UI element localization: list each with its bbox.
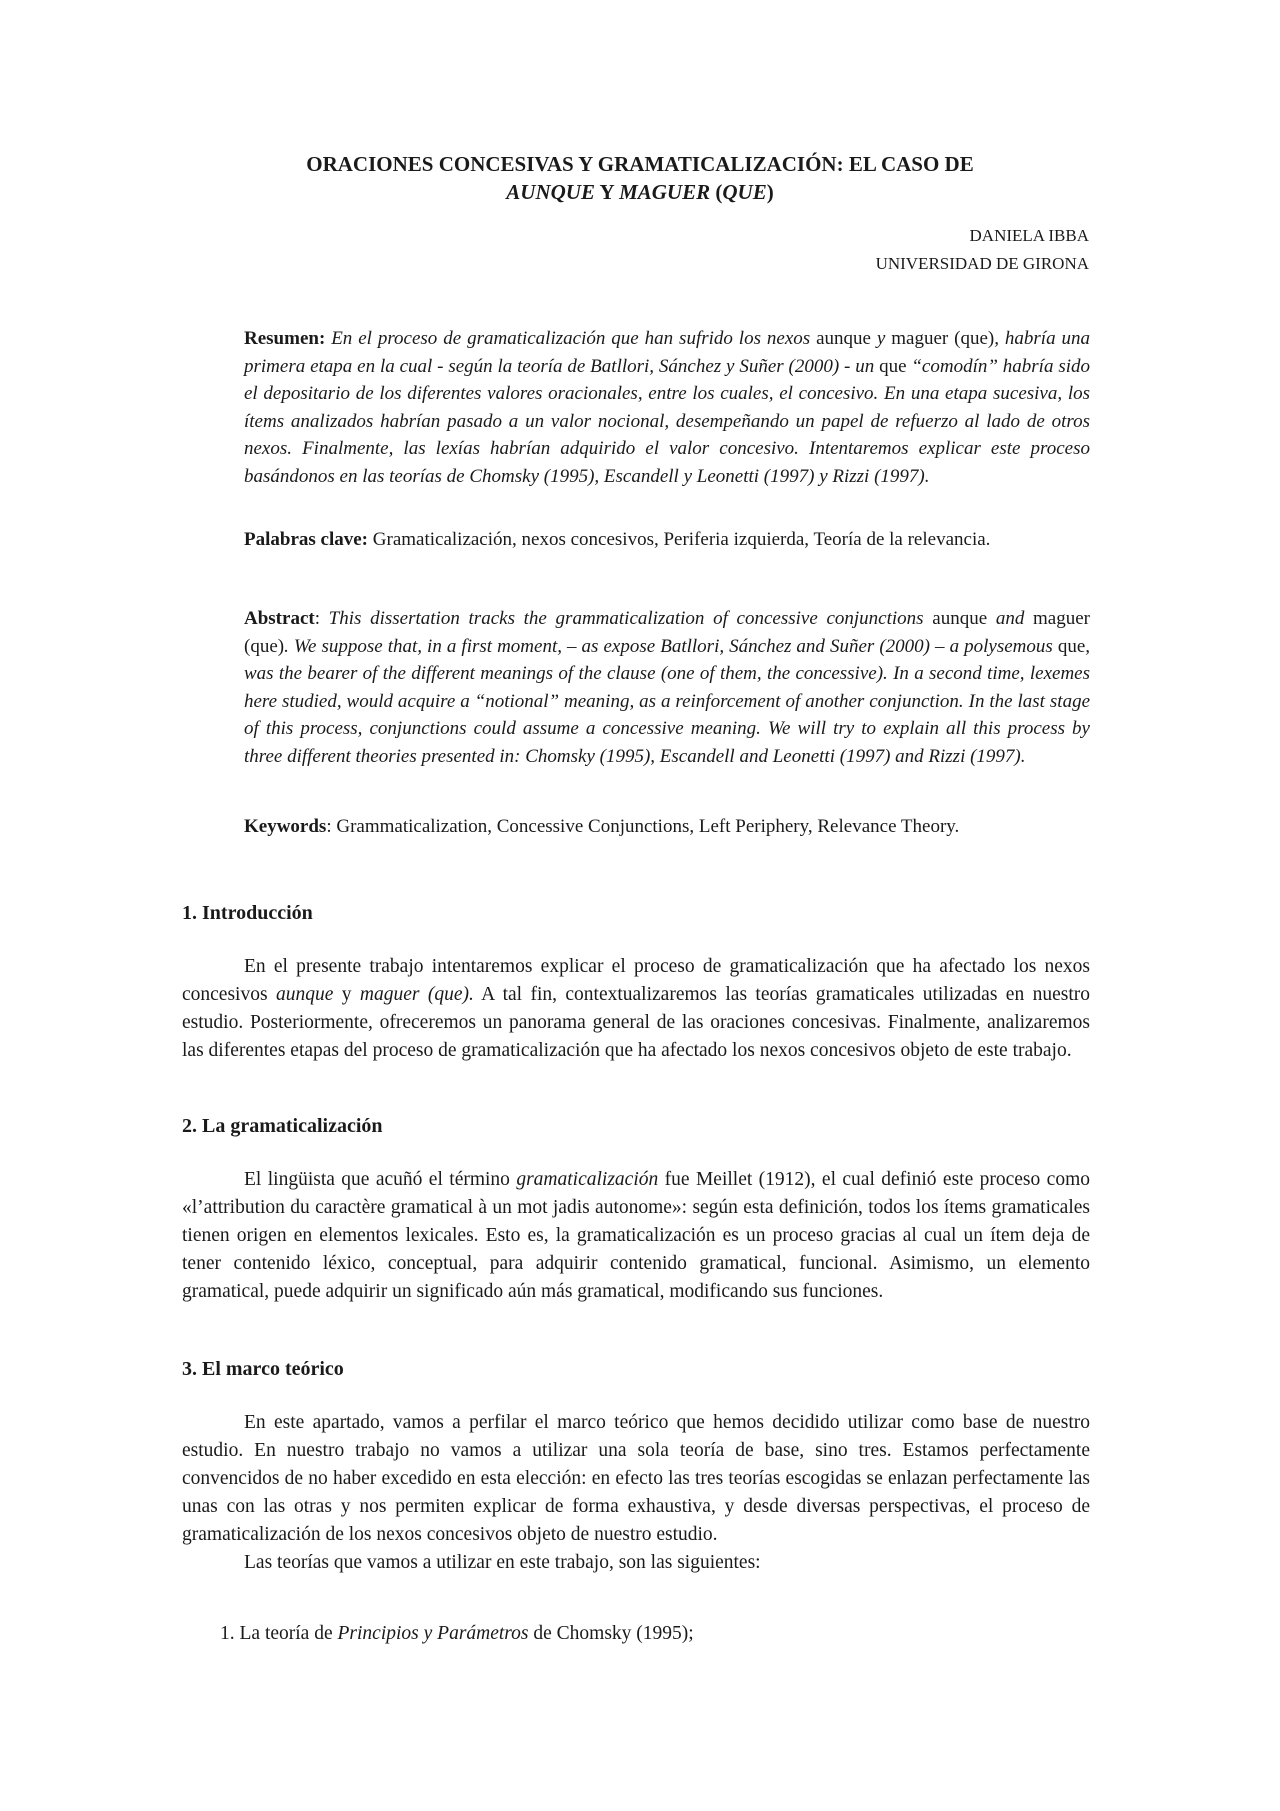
s1-text-a: En el presente trabajo intentaremos explicar el proceso de gramaticalización que ha afectado los nexos concesivos <box>182 956 1090 1005</box>
section-1-body <box>182 953 1090 1065</box>
section-2-body <box>182 1166 1090 1306</box>
abstract-word-aunque: aunque <box>932 608 988 629</box>
abstract-text-1: This dissertation tracks the grammaticalization of concessive conjunctions <box>319 608 933 629</box>
palabras-clave-paragraph <box>244 526 1090 554</box>
keywords-label: Keywords <box>244 816 327 837</box>
title-que: QUE <box>722 180 767 204</box>
keywords-paragraph <box>244 813 1090 841</box>
s2-text-b: fue Meillet (1912), el cual definió este proceso como «l’attribution du caractère gramatical à un mot jadis autonome»: según esta definición, todos los ítems gramaticales tienen origen en elementos lexicales. Esto es, la gramaticalización es un proceso gracias al cual un ítem deja de tener contenido léxico, conceptual, para adquirir contenido gramatical, funcional. Asimismo, un elemento gramatical, puede adquirir un significado aún más gramatical, modificando sus funciones. <box>182 1169 1090 1302</box>
li-italic: Principios y Parámetros <box>337 1623 529 1644</box>
s1-italic-maguer: maguer (que). <box>359 984 474 1005</box>
section-heading-introduccion: 1. Introducción <box>182 902 313 924</box>
palabras-label: Palabras clave: <box>244 529 369 550</box>
resumen-word-que: que <box>879 355 907 377</box>
title-line-2 <box>160 178 1120 206</box>
theory-list-item-1 <box>220 1620 694 1648</box>
section-heading-gramaticalizacion: 2. La gramaticalización <box>182 1115 383 1137</box>
resumen-word-maguer: maguer (que) <box>891 328 995 349</box>
title-y: Y <box>594 180 620 204</box>
abstract-colon: : <box>314 608 320 629</box>
paper-title <box>160 150 1120 206</box>
resumen-text-1: En el proceso de gramaticalización que han sufrido los nexos <box>325 328 817 349</box>
abstract-word-que: que <box>1057 635 1086 657</box>
s2-text-a: El lingüista que acuñó el término <box>244 1169 517 1190</box>
resumen-label: Resumen: <box>244 328 326 349</box>
resumen-text-4: “comodín” habría sido el depositario de los diferentes valores oracionales, entre los cuales, el concesivo. En una etapa sucesiva, los ítems analizados habrían pasado a un valor nocional, desempeñando un papel de refuerzo al lado de otros nexos. Finalmente, las lexías habrían adquirido el valor concesivo. Intentaremos explicar este proceso basándonos en las teorías de Chomsky (1995), Escandell y Leonetti (1997) y Rizzi (1997). <box>244 355 1090 487</box>
resumen-paragraph <box>244 325 1090 490</box>
author-affiliation: UNIVERSIDAD DE GIRONA <box>875 254 1089 273</box>
title-paren-close: ) <box>766 180 774 204</box>
resumen-word-aunque: aunque <box>816 328 871 349</box>
title-line-1: ORACIONES CONCESIVAS Y GRAMATICALIZACIÓN: EL CASO DE <box>306 152 974 176</box>
s1-italic-aunque: aunque <box>275 984 334 1005</box>
resumen-text-2: y <box>870 328 892 349</box>
title-maguer: MAGUER <box>619 180 711 204</box>
li-text-b: de Chomsky (1995); <box>528 1623 694 1644</box>
abstract-label: Abstract <box>244 608 315 629</box>
s1-text-b: y <box>333 984 360 1005</box>
title-aunque: AUNQUE <box>506 180 595 204</box>
keywords-text: : Grammaticalization, Concessive Conjunctions, Left Periphery, Relevance Theory. <box>326 816 960 837</box>
title-paren-open: ( <box>710 180 723 204</box>
s2-italic-term: gramaticalización <box>516 1169 659 1190</box>
resumen-text-3: , habría una primera etapa en la cual - según la teoría de Batllori, Sánchez y Suñer (2000) - un <box>244 328 1090 377</box>
author-block <box>876 222 1089 278</box>
palabras-text: Gramaticalización, nexos concesivos, Periferia izquierda, Teoría de la relevancia. <box>368 529 991 550</box>
abstract-text-2: and <box>987 608 1034 629</box>
author-name: DANIELA IBBA <box>969 226 1089 245</box>
section-3-body <box>182 1409 1090 1577</box>
li-text-a: 1. La teoría de <box>220 1623 338 1644</box>
abstract-word-maguer: maguer (que) <box>244 608 1091 657</box>
abstract-text-3: . We suppose that, in a first moment, – as expose Batllori, Sánchez and Suñer (2000) – a polysemous <box>284 635 1058 657</box>
s3-paragraph-2: Las teorías que vamos a utilizar en este trabajo, son las siguientes: <box>244 1552 761 1573</box>
s1-text-c: A tal fin, contextualizaremos las teorías gramaticales utilizadas en nuestro estudio. Posteriormente, ofreceremos un panorama general de las oraciones concesivas. Finalmente, analizaremos las diferentes etapas del proceso de gramaticalización que ha afectado los nexos concesivos objeto de este trabajo. <box>182 984 1091 1061</box>
abstract-paragraph <box>244 605 1090 770</box>
abstract-text-4: , was the bearer of the different meanings of the clause (one of them, the concessive). In a second time, lexemes here studied, would acquire a “notional” meaning, as a reinforcement of another conjunction. In the last stage of this process, conjunctions could assume a concessive meaning. We will try to explain all this process by three different theories presented in: Chomsky (1995), Escandell and Leonetti (1997) and Rizzi (1997). <box>244 635 1090 767</box>
section-heading-marco-teorico: 3. El marco teórico <box>182 1358 344 1380</box>
s3-paragraph-1: En este apartado, vamos a perfilar el marco teórico que hemos decidido utilizar como base de nuestro estudio. En nuestro trabajo no vamos a utilizar una sola teoría de base, sino tres. Estamos perfectamente convencidos de no haber excedido en esta elección: en efecto las tres teorías escogidas se enlazan perfectamente las unas con las otras y nos permiten explicar de forma exhaustiva, y desde diversas perspectivas, el proceso de gramaticalización de los nexos concesivos objeto de nuestro estudio. <box>182 1412 1090 1545</box>
